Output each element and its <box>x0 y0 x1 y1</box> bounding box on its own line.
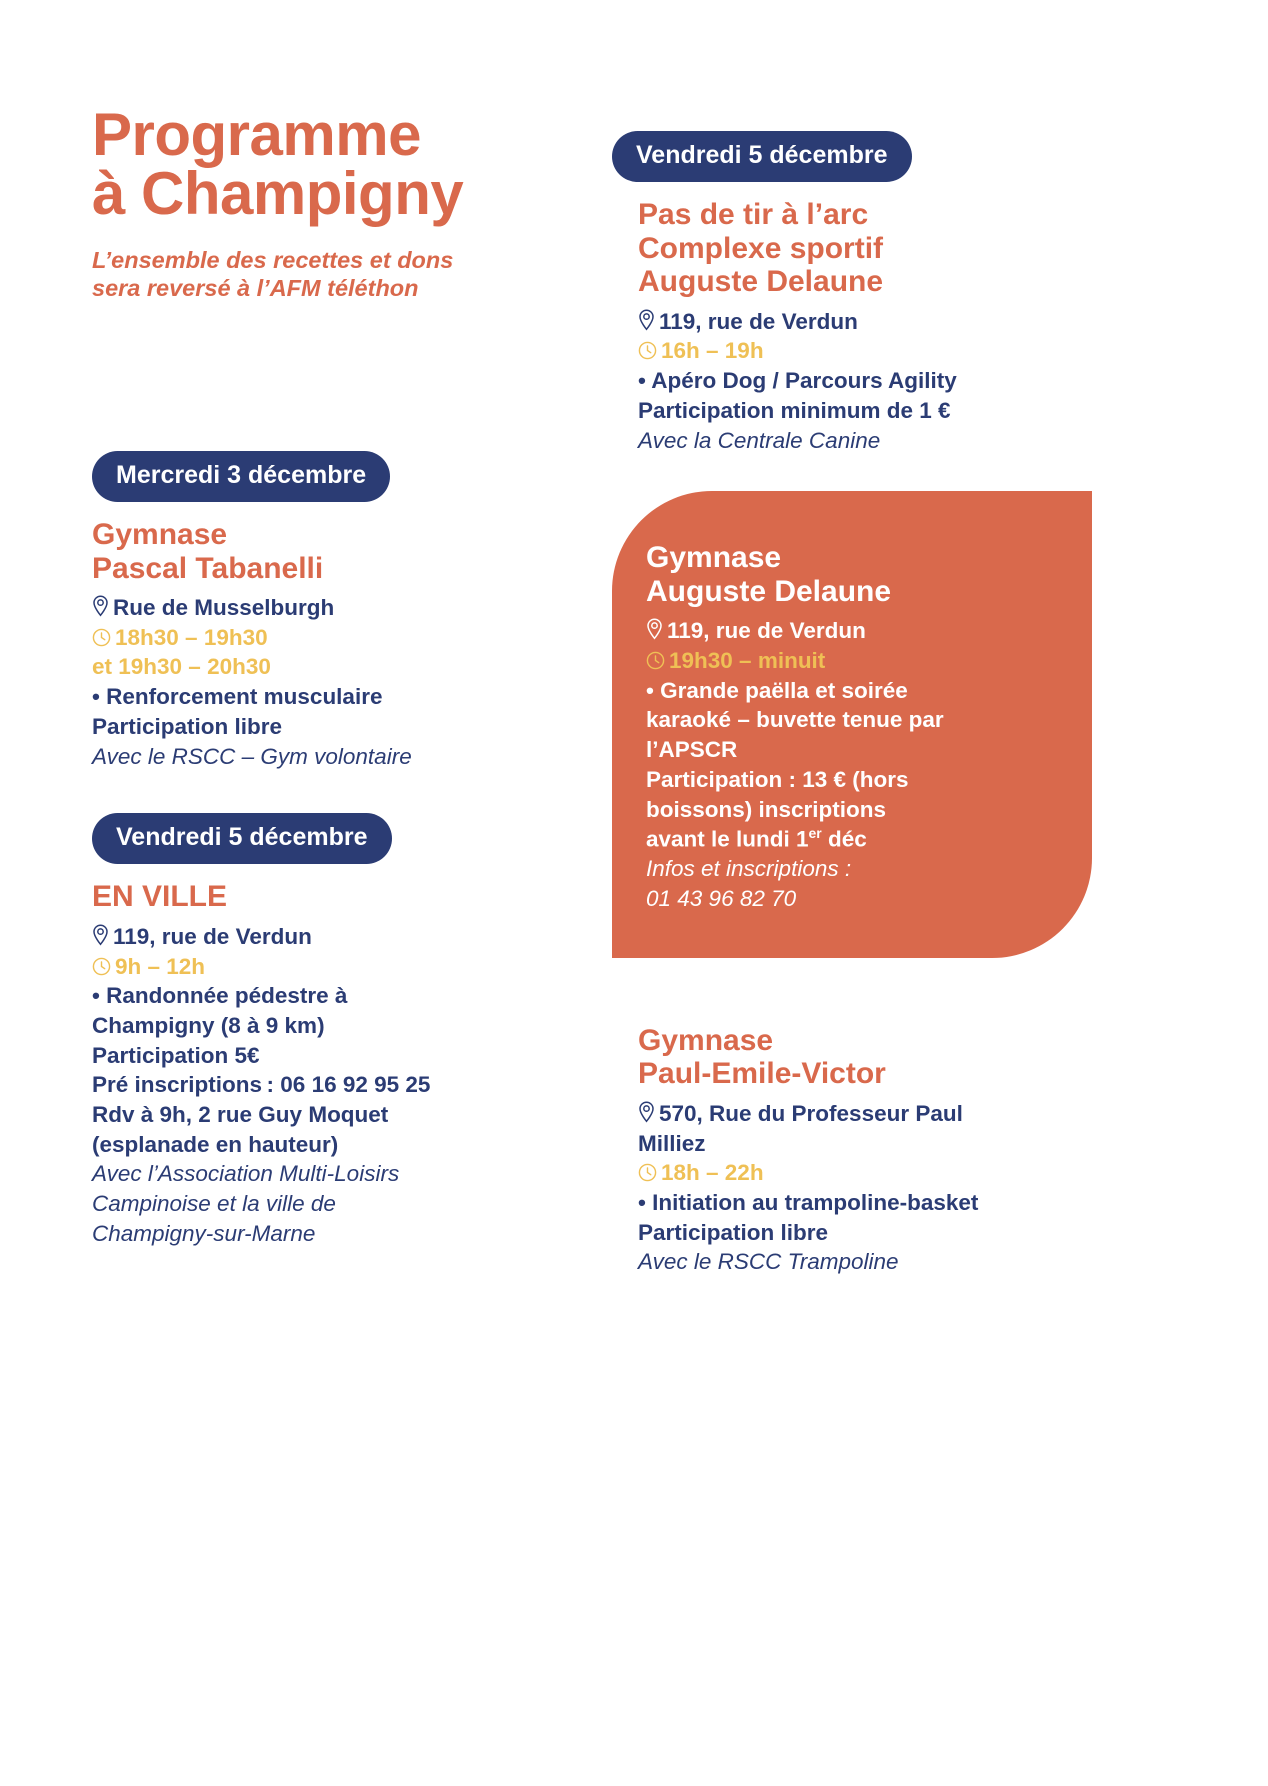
clock-icon <box>92 957 111 976</box>
address-text: 119, rue de Verdun <box>667 618 866 644</box>
venue-pascal-tabanelli <box>92 502 532 585</box>
price-line-3-post: déc <box>821 826 867 852</box>
time-text: 16h – 19h <box>661 338 764 364</box>
page-title-line-2: à Champigny <box>92 159 464 227</box>
activity-line-1: • Grande paëlla et soirée <box>646 677 908 703</box>
map-pin-icon <box>92 595 109 617</box>
address-line <box>92 593 532 623</box>
venue-line-2: Pascal Tabanelli <box>92 551 324 585</box>
map-pin-icon <box>638 309 655 331</box>
partner-line: Avec la Centrale Canine <box>638 427 881 453</box>
clock-icon <box>646 651 665 670</box>
partner-line: Avec le RSCC Trampoline <box>638 1249 899 1275</box>
address-text-1: 570, Rue du Professeur Paul <box>659 1100 963 1126</box>
time-line <box>638 336 1092 366</box>
address-line <box>92 922 532 952</box>
clock-icon <box>92 628 111 647</box>
address-line <box>646 616 1058 646</box>
price-line: Participation libre <box>638 1219 829 1245</box>
time-line-2: et 19h30 – 20h30 <box>92 654 271 680</box>
infos-line-1: Infos et inscriptions : <box>646 856 852 882</box>
venue-line-2: Complexe sportif <box>638 231 884 265</box>
event-details-pascal-tabanelli <box>92 585 532 771</box>
meeting-line-2: (esplanade en hauteur) <box>92 1131 339 1157</box>
address-text: 119, rue de Verdun <box>659 308 858 334</box>
map-pin-icon <box>638 1101 655 1123</box>
venue-line-1: EN VILLE <box>92 880 228 914</box>
page-title <box>92 0 532 227</box>
address-line <box>638 307 1092 337</box>
clock-icon <box>638 341 657 360</box>
map-pin-icon <box>646 618 663 640</box>
clock-icon <box>638 1163 657 1182</box>
price-line-3-pre: avant le lundi 1 <box>646 826 809 852</box>
page-subtitle-line-1: L’ensemble des recettes et dons <box>92 246 454 273</box>
partner-line: Avec le RSCC – Gym volontaire <box>92 743 412 769</box>
time-line-1 <box>92 952 532 982</box>
highlight-panel-gymnase-auguste-delaune <box>612 491 1092 958</box>
time-text: 18h – 22h <box>661 1160 764 1186</box>
meeting-line-1: Rdv à 9h, 2 rue Guy Moquet <box>92 1101 389 1127</box>
venue-en-ville <box>92 864 532 914</box>
address-text: 119, rue de Verdun <box>113 923 312 949</box>
price-line: Participation minimum de 1 € <box>638 397 951 423</box>
address-text: Rue de Musselburgh <box>113 595 335 621</box>
address-line-1 <box>638 1099 1092 1129</box>
price-line-1: Participation : 13 € (hors <box>646 766 909 792</box>
activity-line: • Apéro Dog / Parcours Agility <box>638 368 957 394</box>
venue-gymnase-paul-emile-victor <box>638 1008 1092 1091</box>
venue-pas-de-tir-a-l-arc <box>638 182 1092 299</box>
time-line-1 <box>92 623 532 653</box>
venue-line-1: Gymnase <box>638 1023 774 1057</box>
page-title-line-1: Programme <box>92 101 421 168</box>
price-line-2: boissons) inscriptions <box>646 796 887 822</box>
price-line: Participation libre <box>92 713 283 739</box>
preinscription-line: Pré inscriptions : 06 16 92 95 25 <box>92 1072 431 1098</box>
address-line-2: Milliez <box>638 1130 706 1156</box>
partner-line-2: Campinoise et la ville de <box>92 1191 336 1216</box>
infos-line-2: 01 43 96 82 70 <box>646 886 797 912</box>
time-text-1: 18h30 – 19h30 <box>115 624 268 650</box>
event-details-gymnase-auguste-delaune <box>646 608 1058 913</box>
activity-line-2: karaoké – buvette tenue par <box>646 707 944 733</box>
event-details-paul-emile-victor <box>638 1091 1092 1277</box>
venue-line-1: Pas de tir à l’arc <box>638 198 869 231</box>
right-column <box>612 0 1092 1277</box>
venue-line-3: Auguste Delaune <box>638 265 884 299</box>
page-subtitle-line-2: sera reversé à l’AFM téléthon <box>92 275 419 302</box>
venue-line-2: Auguste Delaune <box>646 574 892 608</box>
partner-line-3: Champigny-sur-Marne <box>92 1220 316 1246</box>
activity-line-1: • Randonnée pédestre à <box>92 983 348 1009</box>
time-text: 19h30 – minuit <box>669 648 826 674</box>
activity-line-2: Champigny (8 à 9 km) <box>92 1012 325 1038</box>
activity-line: • Initiation au trampoline-basket <box>638 1190 979 1216</box>
time-text-1: 9h – 12h <box>115 953 206 979</box>
price-line: Participation 5€ <box>92 1042 260 1068</box>
activity-line: • Renforcement musculaire <box>92 684 383 710</box>
event-details-tir-a-l-arc <box>638 299 1092 455</box>
map-pin-icon <box>92 924 109 946</box>
time-line <box>638 1158 1092 1188</box>
day-badge-vendredi-5-decembre-left: Vendredi 5 décembre <box>92 813 392 864</box>
left-column <box>92 0 532 1248</box>
day-badge-mercredi-3-decembre: Mercredi 3 décembre <box>92 451 390 502</box>
venue-line-1: Gymnase <box>92 517 228 551</box>
ordinal-suffix: er <box>808 825 822 842</box>
page-subtitle <box>92 224 532 303</box>
venue-line-1: Gymnase <box>646 541 782 575</box>
venue-line-2: Paul-Emile-Victor <box>638 1057 886 1091</box>
event-details-en-ville <box>92 914 532 1249</box>
partner-line-1: Avec l’Association Multi-Loisirs <box>92 1161 400 1187</box>
day-badge-vendredi-5-decembre-right: Vendredi 5 décembre <box>612 131 912 182</box>
time-line <box>646 646 1058 676</box>
venue-gymnase-auguste-delaune <box>646 541 1058 608</box>
price-line-3 <box>646 824 1058 854</box>
activity-line-3: l’APSCR <box>646 737 738 763</box>
